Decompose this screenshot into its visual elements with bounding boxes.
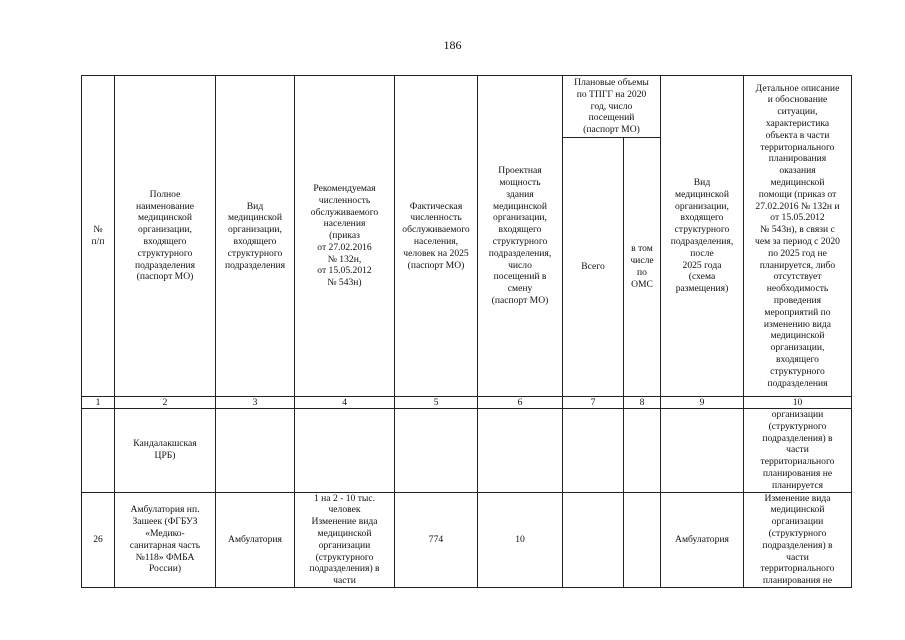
- header-cell-total: Всего: [563, 138, 624, 397]
- column-number: 5: [395, 397, 478, 409]
- column-number: 10: [744, 397, 852, 409]
- total-cell: [563, 492, 624, 587]
- page-number: 186: [443, 38, 462, 52]
- org-type-cell: [216, 409, 295, 493]
- recommended-population-cell: 1 на 2 - 10 тыс. человек Изменение вида медицинской организации (структурного подразделения) в части: [295, 492, 395, 587]
- actual-population-cell: 774: [395, 492, 478, 587]
- column-number: 2: [115, 397, 216, 409]
- org-type-after-2025-cell: Амбулатория: [661, 492, 744, 587]
- recommended-population-cell: [295, 409, 395, 493]
- including-oms-cell: [624, 492, 661, 587]
- header-cell-org-type-after-2025: Вид медицинской организации, входящего структурного подразделения, после 2025 года (схема размещения): [661, 76, 744, 397]
- org-type-cell: Амбулатория: [216, 492, 295, 587]
- header-cell-recommended-population: Рекомендуемая численность обслуживаемого населения (приказ от 27.02.2016 № 132н, от 15.05.2012 № 543н): [295, 76, 395, 397]
- header-cell-planned-volumes: Плановые объемы по ТПГГ на 2020 год, число посещений (паспорт МО): [563, 76, 661, 138]
- column-number-row: [82, 397, 852, 409]
- detailed-description-cell: Изменение вида медицинской организации (структурного подразделения) в части территориального планирования не: [744, 492, 852, 587]
- full-name-cell: Амбулатория нп. Зашеек (ФГБУЗ «Медико- санитарная часть №118» ФМБА России): [115, 492, 216, 587]
- total-cell: [563, 409, 624, 493]
- actual-population-cell: [395, 409, 478, 493]
- including-oms-cell: [624, 409, 661, 493]
- design-capacity-cell: [478, 409, 563, 493]
- column-number: 3: [216, 397, 295, 409]
- row-number-cell: [82, 409, 115, 493]
- column-number: 7: [563, 397, 624, 409]
- org-type-after-2025-cell: [661, 409, 744, 493]
- header-cell-detailed-description: Детальное описание и обоснование ситуации, характеристика объекта в части территориального планирования оказания медицинской помощи (приказ от 27.02.2016 № 132н и от 15.05.2012 № 543н), в связи с чем за период с 2020 по 2025 год не планируется, либо отсутствует необходимость проведения мероприятий по изменению вида медицинской организации, входящего структурного подразделения: [744, 76, 852, 397]
- design-capacity-cell: 10: [478, 492, 563, 587]
- header-cell-org-type: Вид медицинской организации, входящего структурного подразделения: [216, 76, 295, 397]
- full-name-cell: Кандалакшская ЦРБ): [115, 409, 216, 493]
- medical-organizations-table: [81, 75, 852, 588]
- row-number-cell: 26: [82, 492, 115, 587]
- table-row: [82, 409, 852, 493]
- header-cell-number: № п/п: [82, 76, 115, 397]
- column-number: 4: [295, 397, 395, 409]
- header-cell-actual-population: Фактическая численность обслуживаемого населения, человек на 2025 (паспорт МО): [395, 76, 478, 397]
- column-number: 9: [661, 397, 744, 409]
- header-cell-full-name: Полное наименование медицинской организации, входящего структурного подразделения (паспорт МО): [115, 76, 216, 397]
- header-row-1: [82, 76, 852, 138]
- column-number: 1: [82, 397, 115, 409]
- column-number: 8: [624, 397, 661, 409]
- detailed-description-cell: организации (структурного подразделения) в части территориального планирования не планируется: [744, 409, 852, 493]
- table-row: [82, 492, 852, 587]
- header-cell-including-oms: в том числе по ОМС: [624, 138, 661, 397]
- header-cell-design-capacity: Проектная мощность здания медицинской организации, входящего структурного подразделения, число посещений в смену (паспорт МО): [478, 76, 563, 397]
- column-number: 6: [478, 397, 563, 409]
